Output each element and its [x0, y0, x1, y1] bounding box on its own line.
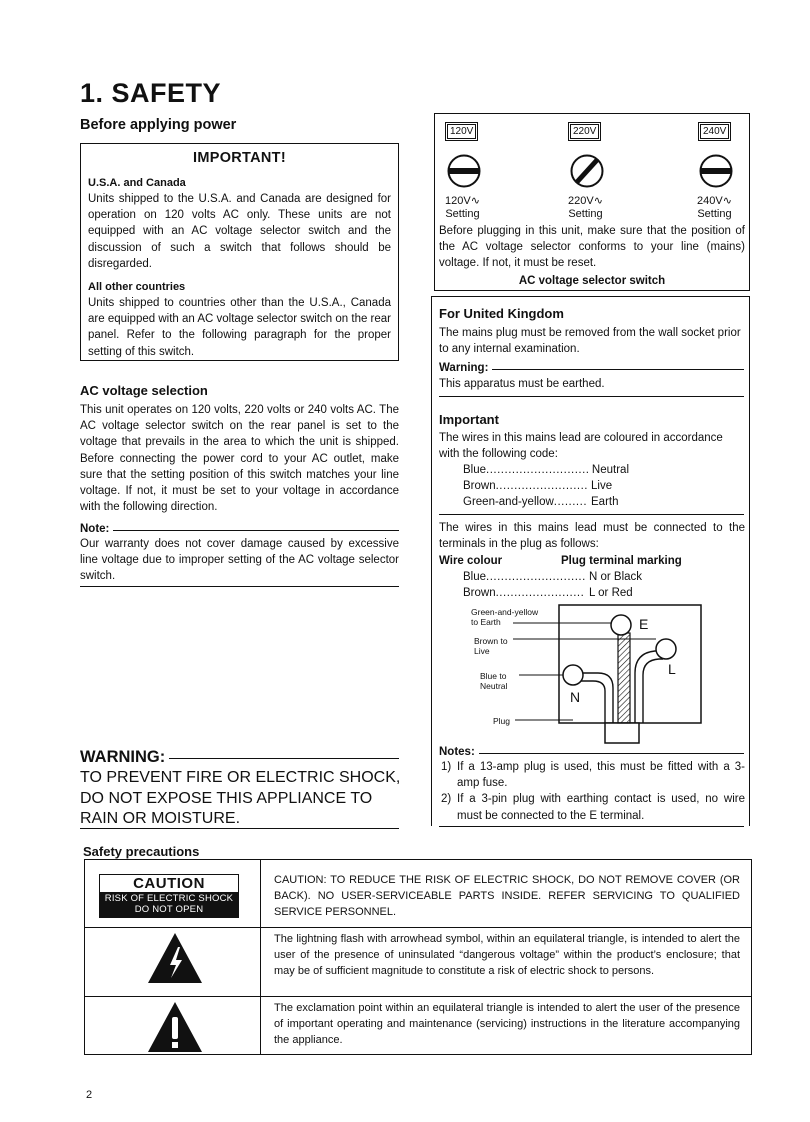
usa-text: Units shipped to the U.S.A. and Canada are designed for operation on 120 volts AC only. These units are not equipped with an AC voltage selector switch and the discussion of such a switch that follows should be disregarded.	[88, 193, 391, 270]
ac-symbol-120v: ∿	[470, 195, 480, 207]
label-220v: 220V	[570, 124, 599, 139]
caution-label	[99, 874, 239, 918]
uk-connect-text: The wires in this mains lead must be connected to the terminals in the plug as follows:	[439, 522, 745, 551]
voltage-selector-box	[434, 113, 750, 291]
switch-220v-icon	[570, 154, 604, 188]
selector-text: Before plugging in this unit, make sure that the position of the AC voltage selector conforms to your line (mains) voltage. If not, it must be reset.	[439, 225, 745, 270]
caution-subtitle-line2: DO NOT OPEN	[134, 904, 204, 915]
ac-symbol-240v: ∿	[722, 195, 732, 207]
uk-note-item	[441, 791, 745, 823]
uk-note-num: 1)	[441, 761, 452, 773]
warning-text: TO PREVENT FIRE OR ELECTRIC SHOCK, DO NOT EXPOSE THIS APPLIANCE TO RAIN OR MOISTURE.	[80, 769, 401, 827]
setting-220v	[568, 195, 603, 221]
exclamation-warning-icon	[146, 1000, 204, 1054]
note-header	[80, 521, 399, 537]
earth-label	[471, 607, 538, 627]
live-label-line2: Live	[474, 646, 490, 656]
note-divider	[80, 586, 399, 587]
other-countries-text: Units shipped to countries other than the U.S.A., Canada are equipped with an AC voltage selector switch on the rear panel. Refer to the following paragraph for the proper setting of this switch.	[88, 297, 392, 358]
lightning-row-text: The lightning flash with arrowhead symbol, within an equilateral triangle, is intended to alert the user of the presence of uninsulated “dangerous voltage” within the product’s enclosure; that may be of sufficient magnitude to constitute a risk of electric shock to persons.	[274, 933, 740, 978]
terminal-value: N or Black	[589, 571, 643, 583]
setting-240v	[697, 195, 732, 221]
code-divider	[439, 514, 744, 515]
col-wire-colour: Wire colour	[439, 555, 503, 567]
label-120v: 120V	[447, 124, 476, 139]
uk-notes-divider	[439, 826, 744, 827]
terminal-name: Blue	[463, 571, 487, 583]
terminal-name: Brown	[463, 587, 496, 600]
terminal-row	[463, 569, 651, 585]
value-240v: 240V	[697, 195, 723, 207]
safety-precautions-heading: Safety precautions	[83, 844, 200, 859]
code-list	[463, 462, 629, 511]
uk-note-item	[441, 759, 745, 791]
code-value: Live	[591, 480, 613, 493]
uk-warning-text: This apparatus must be earthed.	[439, 378, 605, 390]
code-value: Neutral	[591, 464, 629, 476]
uk-warning-header	[439, 360, 744, 376]
caution-subtitle-line1: RISK OF ELECTRIC SHOCK	[104, 893, 234, 904]
important-title: IMPORTANT!	[193, 150, 286, 166]
caution-title: CAUTION	[133, 875, 205, 892]
earth-label-line2: to Earth	[471, 617, 501, 627]
uk-note-text: If a 13-amp plug is used, this must be fitted with a 3-amp fuse.	[457, 761, 745, 790]
terminal-value: L or Red	[589, 587, 633, 600]
value-220v: 220V	[568, 195, 594, 207]
code-row	[463, 478, 629, 494]
warning-label: WARNING:	[80, 748, 166, 766]
plug-label: Plug	[493, 716, 511, 726]
uk-important-text: The wires in this mains lead are coloured in accordance with the following code:	[439, 432, 723, 461]
code-value: Earth	[591, 496, 619, 509]
terminal-list	[463, 569, 651, 601]
ac-voltage-text: This unit operates on 120 volts, 220 volts or 240 volts AC. The AC voltage selector switch on the rear panel is set to the voltage that prevails in the area to which the unit is shipped. Before connecting the power cord to your AC outlet, make sure that the setting position of this switch matches your line voltage. If not, it must be set to your voltage in accordance with the following direction.	[80, 404, 399, 514]
neutral-label-line1: Blue to	[480, 671, 507, 681]
switch-240v-icon	[699, 154, 733, 188]
label-240v: 240V	[700, 124, 729, 139]
switch-120v-icon	[447, 154, 481, 188]
caution-row-text: CAUTION: TO REDUCE THE RISK OF ELECTRIC SHOCK, DO NOT REMOVE COVER (OR BACK). NO USER-SERVICEABLE PARTS INSIDE. REFER SERVICING TO QUALIFIED SERVICE PERSONNEL.	[274, 874, 740, 919]
important-box	[80, 143, 399, 361]
usa-heading: U.S.A. and Canada	[88, 177, 186, 189]
code-name: Blue	[463, 464, 487, 476]
lightning-warning-icon	[146, 931, 204, 985]
value-120v: 120V	[445, 195, 471, 207]
warning-divider	[80, 828, 399, 829]
terminal-l-label: L	[668, 661, 676, 677]
uk-intro: The mains plug must be removed from the wall socket prior to any internal examination.	[439, 327, 741, 356]
ac-voltage-heading: AC voltage selection	[80, 383, 208, 398]
uk-warning-label: Warning:	[439, 362, 489, 374]
live-label-line1: Brown to	[474, 636, 508, 646]
live-label	[474, 636, 508, 656]
other-countries-heading: All other countries	[88, 281, 186, 293]
code-name: Brown	[463, 480, 496, 493]
uk-important-heading: Important	[439, 412, 499, 427]
uk-notes-list	[441, 759, 745, 824]
ac-symbol-220v: ∿	[593, 195, 603, 207]
neutral-label-line2: Neutral	[480, 681, 508, 691]
terminal-row	[463, 585, 651, 601]
setting-120v-text: Setting	[445, 208, 480, 220]
terminal-e-label: E	[639, 616, 649, 632]
page-title: 1. SAFETY	[80, 78, 222, 108]
note-text: Our warranty does not cover damage caused by excessive line voltage due to improper setting of the AC voltage selector switch.	[80, 538, 399, 583]
code-row	[463, 494, 629, 510]
col-plug-terminal: Plug terminal marking	[561, 555, 682, 567]
page-number: 2	[86, 1089, 93, 1101]
code-name: Green-and-yellow	[463, 496, 554, 509]
exclamation-row-text: The exclamation point within an equilateral triangle is intended to alert the user of the presence of important operating and maintenance (servicing) instructions in the literature accompanying the appliance.	[274, 1002, 740, 1047]
terminal-n-label: N	[570, 689, 581, 705]
neutral-label	[480, 671, 507, 691]
note-label: Note:	[80, 523, 110, 535]
selector-caption: AC voltage selector switch	[518, 275, 666, 287]
uk-notes-label: Notes:	[439, 746, 475, 758]
uk-note-text: If a 3-pin plug with earthing contact is used, no wire must be connected to the E terminal.	[457, 793, 745, 822]
setting-120v	[445, 195, 480, 221]
uk-warning-divider	[439, 396, 744, 397]
earth-label-line1: Green-and-yellow	[471, 607, 539, 617]
setting-220v-text: Setting	[568, 208, 603, 220]
code-row	[463, 462, 629, 478]
uk-note-num: 2)	[441, 793, 452, 806]
setting-240v-text: Setting	[697, 208, 732, 220]
precautions-table	[84, 859, 752, 1055]
uk-heading: For United Kingdom	[439, 306, 564, 321]
warning-header	[80, 748, 399, 767]
before-power-heading: Before applying power	[80, 117, 237, 133]
uk-notes-header	[439, 744, 744, 760]
caution-subtitle	[100, 892, 238, 917]
